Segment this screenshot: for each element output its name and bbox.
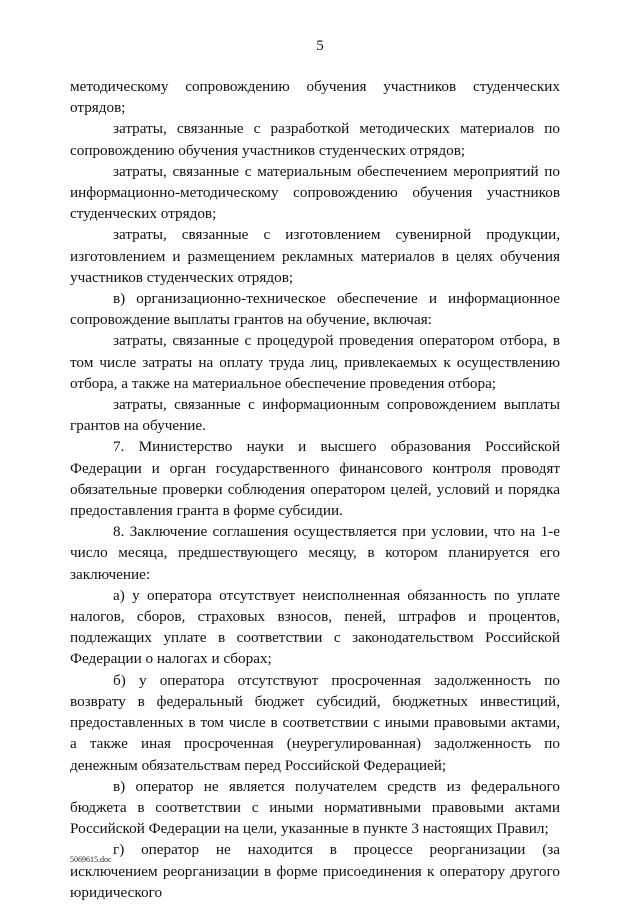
paragraph: в) оператор не является получателем средств из федерального бюджета в соответствии с иными нормативными правовыми актами Российской Федерации на цели, указанные в пункте 3 настоящих Правил;	[70, 777, 560, 838]
paragraph: 7. Министерство науки и высшего образования Российской Федерации и орган государственного финансового контроля проводят обязательные проверки соблюдения оператором целей, условий и порядка предоставления гранта в форме субсидии.	[70, 438, 560, 520]
paragraph: затраты, связанные с материальным обеспечением мероприятий по информационно-методическому сопровождению обучения участников студенческих отрядов;	[70, 162, 560, 223]
document-footer-filename: 5069615.doc	[70, 855, 112, 864]
paragraph: б) у оператора отсутствуют просроченная задолженность по возврату в федеральный бюджет субсидий, бюджетных инвестиций, предоставленных в том числе в соответствии с иными правовыми актами, а также иная просроченная (неурегулированная) задолженность по денежным обязательствам перед Российской Федерацией;	[70, 671, 560, 774]
paragraph: 8. Заключение соглашения осуществляется при условии, что на 1-е число месяца, предшествующего месяцу, в котором планируется его заключение:	[70, 523, 560, 583]
paragraph: г) оператор не находится в процессе реорганизации (за исключением реорганизации в форме присоединения к оператору другого юридического	[70, 841, 560, 901]
paragraph: затраты, связанные с информационным сопровождением выплаты грантов на обучение.	[70, 396, 560, 435]
paragraph: а) у оператора отсутствует неисполненная обязанность по уплате налогов, сборов, страховых взносов, пеней, штрафов и процентов, подлежащих уплате в соответствии с законодательством Российской Федерации о налогах и сборах;	[70, 586, 560, 668]
paragraph: в) организационно-техническое обеспечение и информационное сопровождение выплаты грантов на обучение, включая:	[70, 290, 560, 329]
document-body	[70, 76, 560, 903]
paragraph: затраты, связанные с процедурой проведения оператором отбора, в том числе затраты на оплату труда лиц, привлекаемых к осуществлению отбора, а также на материальное обеспечение проведения отбора;	[70, 332, 560, 392]
page-number: 5	[316, 38, 324, 54]
paragraph: затраты, связанные с изготовлением сувенирной продукции, изготовлением и размещением рекламных материалов в целях обучения участников студенческих отрядов;	[70, 226, 560, 286]
paragraph: затраты, связанные с разработкой методических материалов по сопровождению обучения участников студенческих отрядов;	[70, 120, 560, 159]
paragraph: методическому сопровождению обучения участников студенческих отрядов;	[70, 78, 560, 117]
